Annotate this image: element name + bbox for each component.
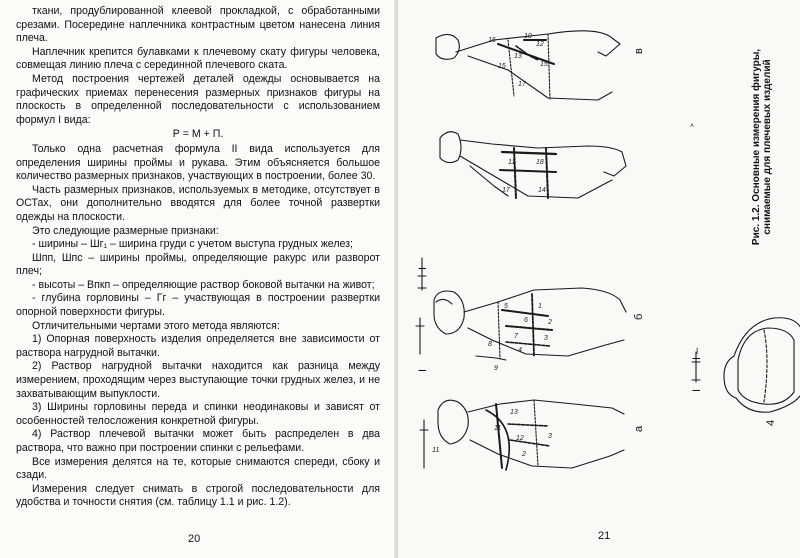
figure-rear-g bbox=[440, 132, 626, 198]
figure-label-a: а bbox=[633, 425, 645, 432]
paragraph: ткани, продублированной клеевой прокладкой, с обработанными срезами. Посередине наплечника контрастным цветом нанесена линия плеча. bbox=[16, 5, 380, 45]
measurement-number: 3 bbox=[544, 335, 548, 342]
measurement-number: 6 bbox=[524, 317, 528, 324]
figure-label-v: в bbox=[633, 48, 645, 54]
left-page bbox=[0, 0, 396, 558]
measurement-number: 13 bbox=[514, 53, 522, 60]
measurement-number: 1 bbox=[538, 303, 542, 310]
measurement-number: 17 bbox=[518, 81, 526, 88]
list-item: - ширины – Шг₁ – ширина груди с учетом выступа грудных желез; bbox=[32, 238, 353, 251]
measurement-number: 18 bbox=[536, 159, 544, 166]
figure-back-v bbox=[436, 31, 620, 100]
list-item: Шпп, Шпс – ширины проймы, определяющие ракурс или разворот плеч; bbox=[16, 251, 380, 278]
paragraph: Измерения следует снимать в строгой последовательности для удобства и точности снятия (см. таблицу 1.1 и рис. 1.2). bbox=[16, 482, 380, 509]
list-item: 2) Раствор нагрудной вытачки находится как разница между измерением, проходящим через выступающие точки грудных желез, и не захватывающим выпуклости. bbox=[16, 360, 380, 400]
measurement-number: 2 bbox=[548, 319, 552, 326]
measurement-number: 3 bbox=[548, 433, 552, 440]
measurement-number: 8 bbox=[488, 341, 492, 348]
measurement-number: 15 bbox=[498, 63, 506, 70]
list-item: - глубина горловины – Гг – участвующая в построении развертки опорной поверхности фигуры. bbox=[16, 292, 380, 319]
list-item: 4) Раствор плечевой вытачки может быть распределен в два раствора, что важно при построении спинки с рельефами. bbox=[16, 428, 380, 454]
list-item: 1) Опорная поверхность изделия определяется вне зависимости от раствора нагрудной вытачки. bbox=[16, 333, 380, 359]
list-item: - высоты – Впкп – определяющие раствор боковой вытачки на живот; bbox=[32, 278, 375, 291]
measurement-number: 11 bbox=[508, 159, 516, 166]
section-marker bbox=[418, 258, 426, 290]
section-label-bottom: I bbox=[417, 368, 429, 372]
measurement-number: 12 bbox=[516, 435, 524, 442]
measurement-number: 9 bbox=[494, 365, 498, 372]
paragraph: Отличительными чертами этого метода являются: bbox=[32, 319, 280, 332]
text-body bbox=[16, 5, 380, 510]
measurement-number: 12 bbox=[536, 41, 544, 48]
paragraph: Это следующие размерные признаки: bbox=[32, 224, 219, 237]
measurement-number: 17 bbox=[502, 187, 510, 194]
measurement-number: 2 bbox=[522, 451, 526, 458]
measurement-number: 5 bbox=[504, 303, 508, 310]
paragraph: Наплечник крепится булавками к плечевому скату фигуры человека, совмещая линию плеча с серединной плечевого ската. bbox=[16, 45, 380, 72]
measurement-number: 10 bbox=[524, 33, 532, 40]
paragraph: Метод построения чертежей деталей одежды основывается на графических приемах перенесения размерных признаков фигуры на плоскость в определенной последовательности с использованием формул I вида: bbox=[16, 72, 380, 126]
pad-label-top: I – bbox=[691, 347, 703, 360]
caption-line-2: снимаемые для плечевых изделий bbox=[762, 59, 773, 235]
page-number-left: 20 bbox=[188, 533, 201, 545]
measurement-number: 11 bbox=[432, 447, 440, 454]
measurement-number: 11 bbox=[494, 425, 502, 432]
section-label-top: I bbox=[417, 266, 429, 270]
measurement-number: 15 bbox=[540, 61, 548, 68]
figure-label-b: б bbox=[633, 313, 645, 320]
figure-caption bbox=[733, 42, 773, 252]
paragraph: Только одна расчетная формула II вида используется для определения ширины проймы и рукава. Этим объясняется большое количество размерных признаков, участвующих в построении, более 30. bbox=[16, 142, 380, 183]
stray-mark: ˄ bbox=[690, 123, 695, 130]
measurement-number: 13 bbox=[510, 409, 518, 416]
pad-label-bottom: I bbox=[691, 388, 703, 392]
measurement-number: 16 bbox=[488, 37, 496, 44]
measurement-number: 14 bbox=[538, 187, 546, 194]
page-number-right: 21 bbox=[598, 530, 611, 542]
measurement-number: 4 bbox=[518, 347, 522, 354]
list-item: 3) Ширины горловины переда и спинки неодинаковы и зависят от особенностей телосложения конкретной фигуры. bbox=[16, 401, 380, 427]
paragraph: Все измерения делятся на те, которые снимаются спереди, сбоку и сзади. bbox=[16, 455, 380, 482]
pad-number: 4 bbox=[765, 419, 777, 426]
formula: Р = М + П. bbox=[172, 128, 224, 141]
caption-line-1: Рис. 1.2. Основные измерения фигуры, bbox=[751, 48, 762, 246]
shoulder-pad-drawing bbox=[692, 318, 800, 412]
measurement-number: 7 bbox=[514, 333, 518, 340]
right-page bbox=[398, 0, 800, 558]
paragraph: Часть размерных признаков, используемых в методике, отсутствует в ОСТах, они дополнительно вводятся для более точной развертки одежды на плоскости. bbox=[16, 183, 380, 223]
